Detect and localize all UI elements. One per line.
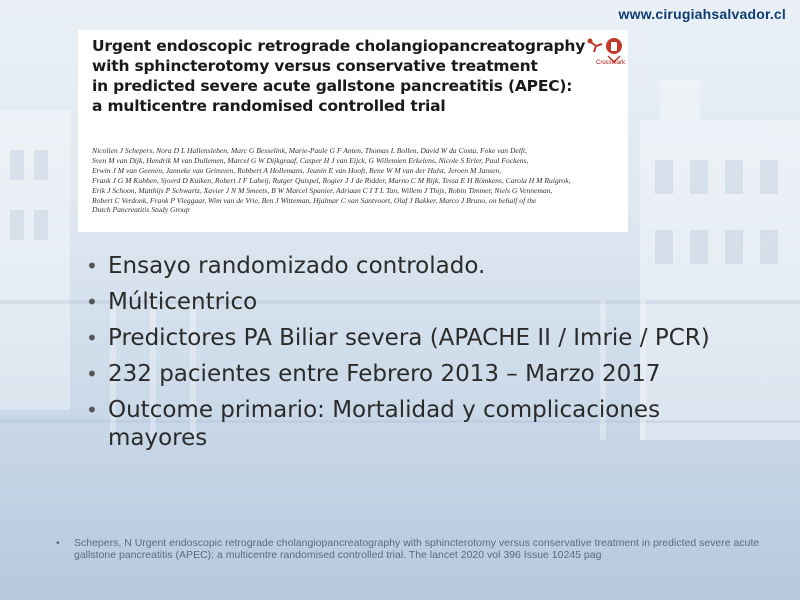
bullet-text: Outcome primario: Mortalidad y complicaciones mayores — [108, 397, 661, 451]
paper-title-line: in predicted severe acute gallstone pancreatitis (APEC): — [92, 77, 573, 95]
author-line: Nicolien J Schepers, Nora D L Hallensleben, Marc G Besselink, Marie-Paule G F Anten, Thomas L Bollen, David W da Costa, Foke van Delft, — [92, 146, 528, 155]
author-line: Robert C Verdonk, Frank P Vleggaar, Wim van de Vrie, Ben J Witteman, Hjalmar C van Santvoort, Olaf J Bakker, Marco J Bruno, on behalf of the — [92, 195, 537, 205]
author-line: Dutch Pancreatitis Study Group — [92, 205, 190, 215]
paper-title-line: a multicentre randomised controlled trial — [92, 97, 446, 115]
bullet-dot-icon: • — [86, 362, 98, 386]
reference-footnote — [56, 537, 766, 561]
bullet-item — [84, 252, 734, 280]
crossmark-icon — [584, 36, 628, 74]
bullet-list — [84, 252, 734, 460]
bullet-text: Predictores PA Biliar severa (APACHE II / Imrie / PCR) — [108, 325, 710, 351]
paper-title-line: Urgent endoscopic retrograde cholangiopancreatography — [92, 37, 586, 55]
author-line: Frank J G M Kubben, Sjoerd D Kuiken, Robert J F Laheij, Rutger Quispel, Rogier J J de Ridder, Marno C M Rijk, Tessa E H Römkens, Carola H M Ruigrok, — [92, 175, 571, 185]
footnote-bullet-icon: • — [56, 537, 60, 549]
bullet-dot-icon: • — [86, 254, 98, 278]
bullet-dot-icon: • — [86, 290, 98, 314]
paper-authors — [92, 146, 622, 215]
author-line: Sven M van Dijk, Hendrik M van Dullemen, Marcel G W Dijkgraaf, Casper H J van Eijck, G Willemien Erkelens, Nicole S Erler, Paul Fockens, — [92, 155, 529, 165]
bullet-text: 232 pacientes entre Febrero 2013 – Marzo 2017 — [108, 361, 661, 387]
author-line: Erwin J M van Geenen, Janneke van Grinsven, Robbert A Hollemans, Jeanin E van Hooft, Rene W M van der Hulst, Jeroen M Jansen, — [92, 165, 502, 175]
bullet-item — [84, 288, 734, 316]
bullet-item — [84, 360, 734, 388]
paper-title — [92, 36, 586, 116]
bullet-item — [84, 324, 734, 352]
bullet-dot-icon: • — [86, 398, 98, 422]
crossmark-label: CrossMark — [596, 60, 626, 66]
paper-title-line: with sphincterotomy versus conservative treatment — [92, 57, 538, 75]
paper-excerpt — [78, 30, 628, 232]
footnote-text: Schepers, N Urgent endoscopic retrograde cholangiopancreatography with sphincterotomy versus conservative treatment in predicted severe acute gallstone pancreatitis (APEC): a multicentre randomised controlled trial. The lancet 2020 vol 396 Issue 10245 pag — [74, 537, 760, 561]
bullet-text: Ensayo randomizado controlado. — [108, 253, 486, 279]
author-line: Erik J Schoon, Matthijs P Schwartz, Xavier J N M Smeets, B W Marcel Spanier, Adriaan C I T L Tan, Willem J Thijs, Robin Timmer, Niels G Venneman, — [92, 185, 553, 195]
bullet-item — [84, 396, 734, 452]
website-url: www.cirugiahsalvador.cl — [618, 6, 786, 22]
bullet-dot-icon: • — [86, 326, 98, 350]
bullet-text: Múlticentrico — [108, 289, 258, 315]
